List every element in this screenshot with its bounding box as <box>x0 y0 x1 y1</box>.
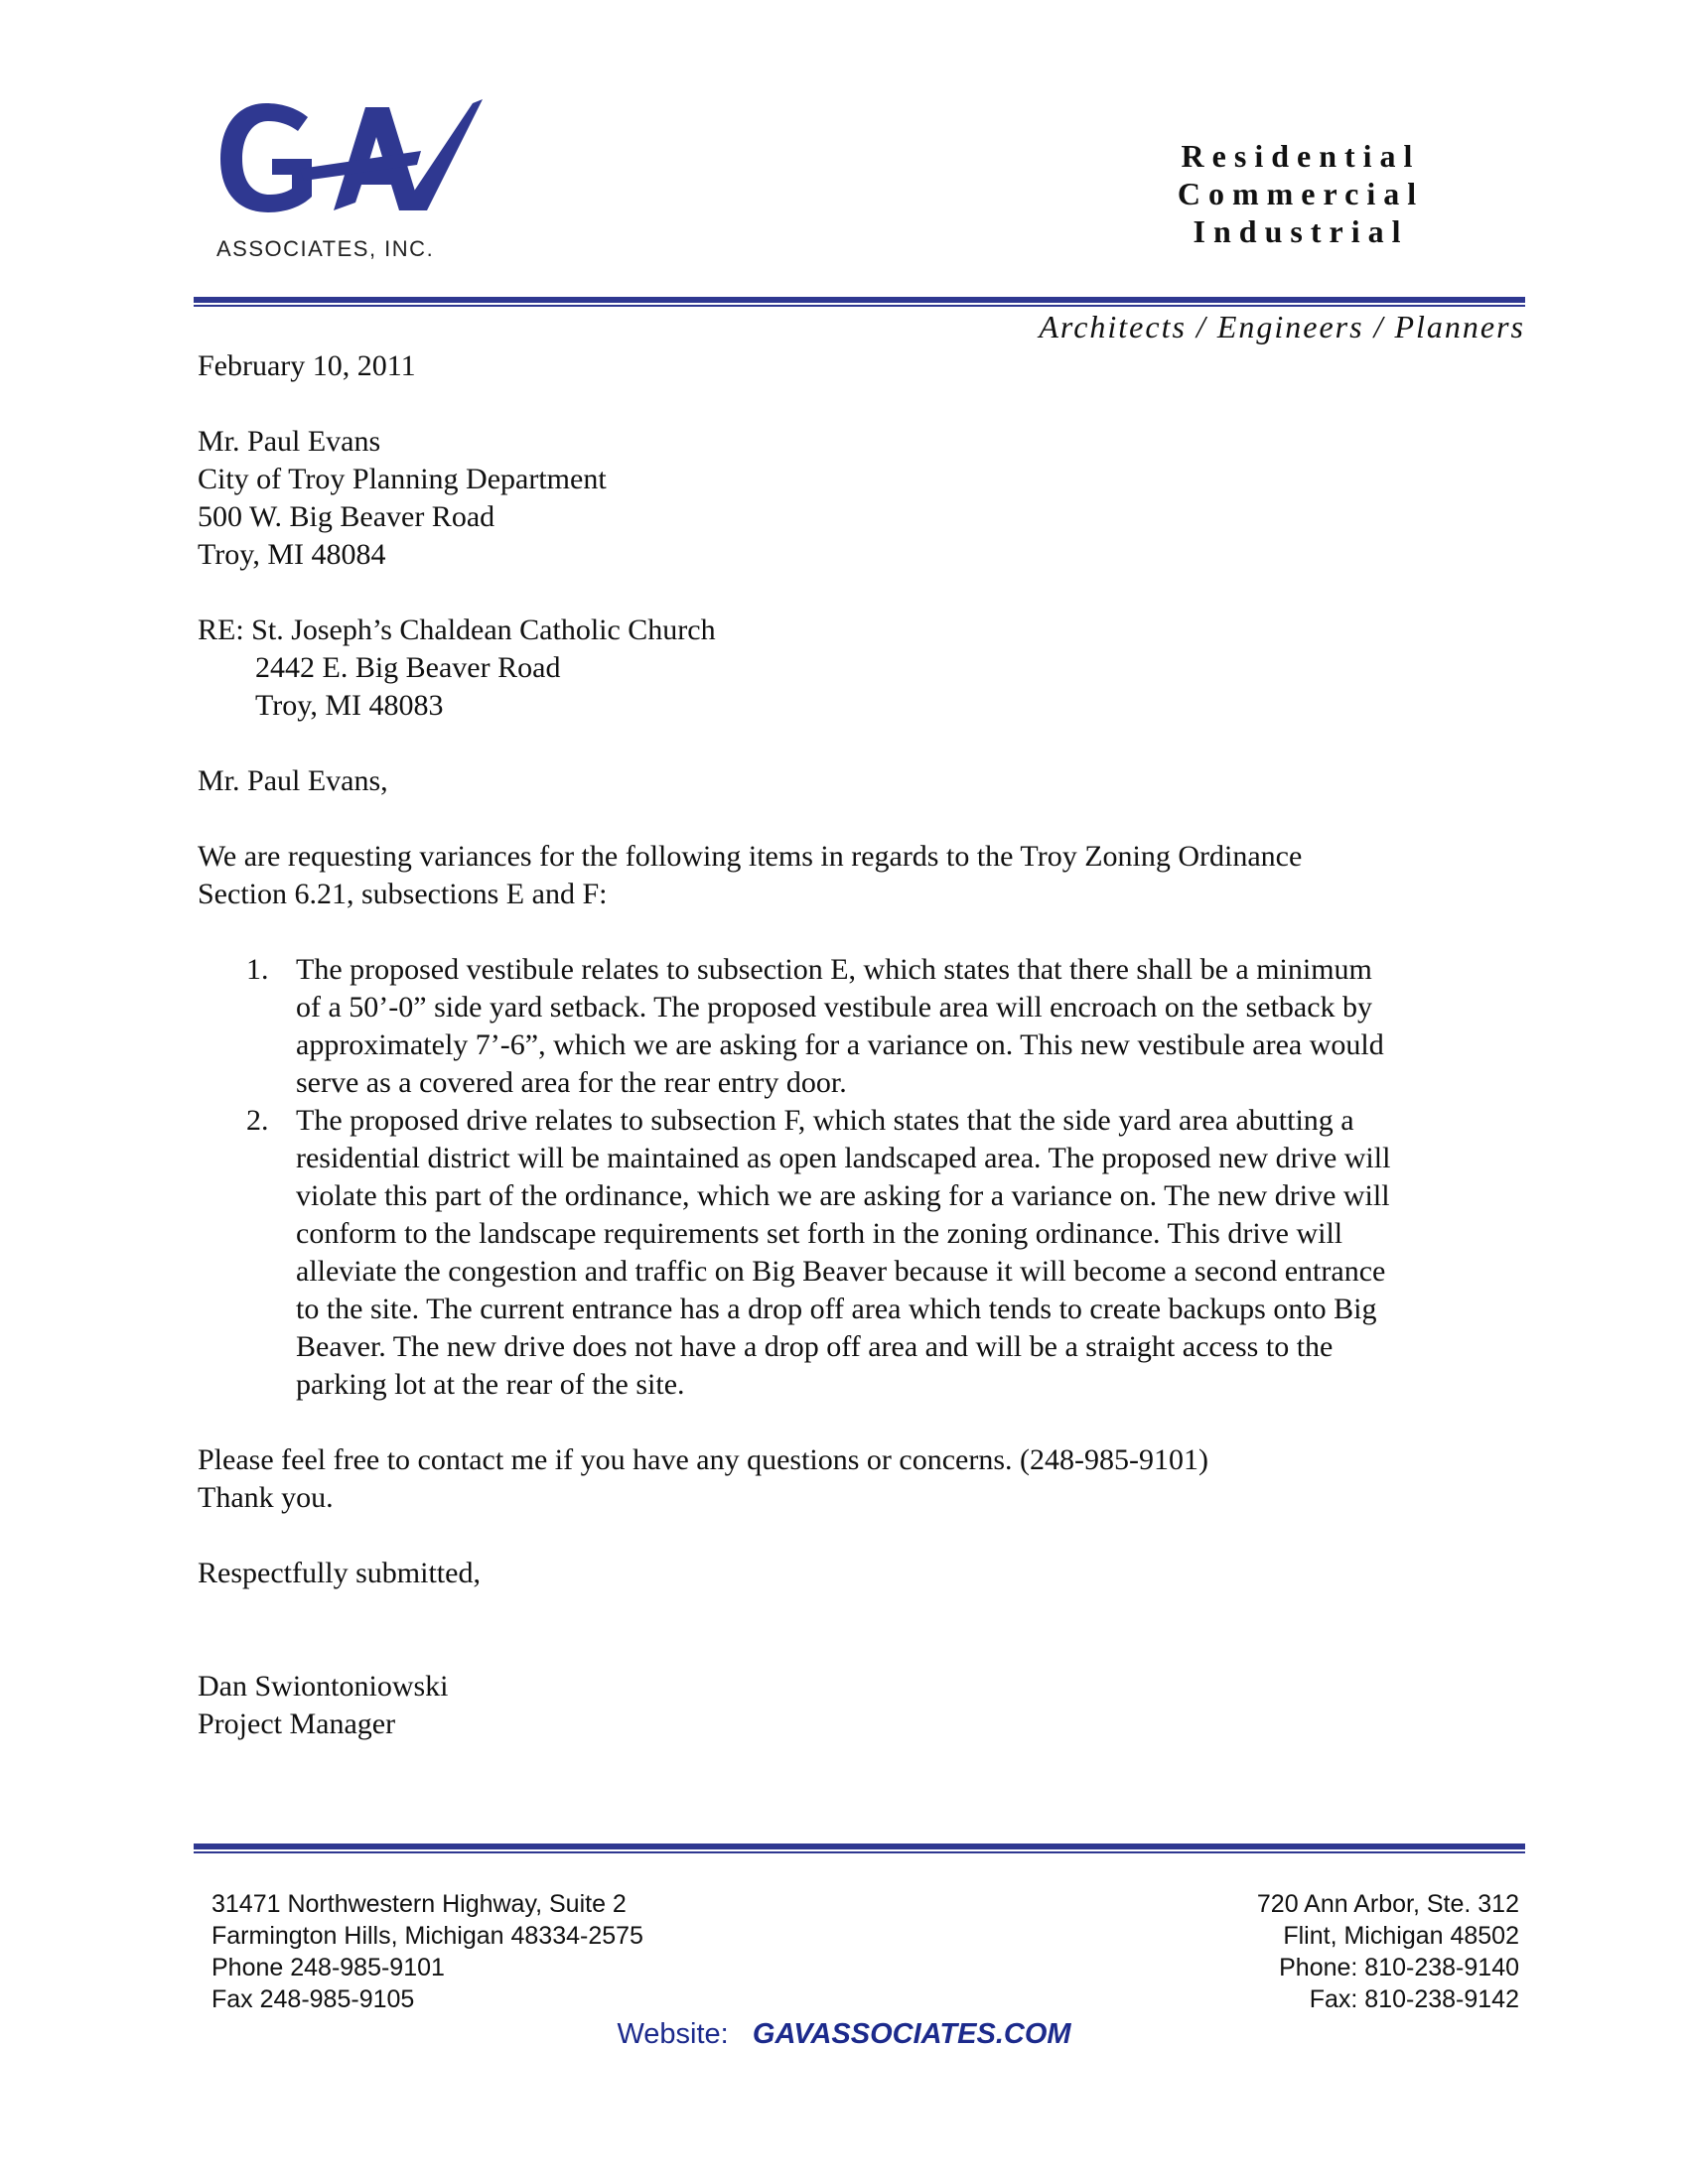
list-item-line: Beaver. The new drive does not have a drop off area and will be a straight access to the <box>296 1330 1334 1363</box>
footer-address-farmington <box>211 1888 643 2015</box>
footer-phone: Phone 248-985-9101 <box>211 1954 445 1981</box>
re-subject: RE: St. Joseph’s Chaldean Catholic Church <box>198 614 716 646</box>
company-logo <box>216 99 485 268</box>
services-list <box>1072 137 1529 250</box>
recipient-name: Mr. Paul Evans <box>198 425 381 458</box>
footer-website <box>0 2018 1688 2051</box>
signer-title: Project Manager <box>198 1707 396 1740</box>
recipient-city: Troy, MI 48084 <box>198 538 386 571</box>
footer-line: 720 Ann Arbor, Ste. 312 <box>1256 1890 1519 1918</box>
list-item-line: alleviate the congestion and traffic on Big Beaver because it will become a second entrance <box>296 1255 1386 1288</box>
footer-fax: Fax 248-985-9105 <box>211 1985 415 2013</box>
list-item-line: parking lot at the rear of the site. <box>296 1368 685 1401</box>
intro-line: We are requesting variances for the following items in regards to the Troy Zoning Ordinance <box>198 840 1303 873</box>
list-item-line: approximately 7’-6”, which we are asking for a variance on. This new vestibule area would <box>296 1028 1384 1061</box>
re-city: Troy, MI 48083 <box>255 689 444 722</box>
footer-fax: Fax: 810-238-9142 <box>1309 1985 1519 2013</box>
list-item-number: 1. <box>246 953 269 986</box>
list-item-line: residential district will be maintained as open landscaped area. The proposed new drive will <box>296 1142 1391 1174</box>
website-label: Website: <box>617 2018 745 2050</box>
list-item-line: violate this part of the ordinance, which we are asking for a variance on. The new drive will <box>296 1179 1390 1212</box>
list-item-number: 2. <box>246 1104 269 1137</box>
service-commercial: Commercial <box>1177 176 1425 211</box>
footer-address-flint <box>1257 1888 1519 2015</box>
list-item-line: to the site. The current entrance has a drop off area which tends to create backups onto Big <box>296 1293 1377 1325</box>
logo-subtitle: ASSOCIATES, INC. <box>216 236 435 261</box>
footer-line: Flint, Michigan 48502 <box>1283 1922 1519 1950</box>
list-item-line: The proposed vestibule relates to subsection E, which states that there shall be a minimum <box>296 953 1372 986</box>
signer-name: Dan Swiontoniowski <box>198 1670 449 1703</box>
footer-line: 31471 Northwestern Highway, Suite 2 <box>211 1890 627 1918</box>
re-street: 2442 E. Big Beaver Road <box>255 651 561 684</box>
list-item-line: serve as a covered area for the rear entry door. <box>296 1066 847 1099</box>
letter-date: February 10, 2011 <box>198 349 416 382</box>
list-item-line: The proposed drive relates to subsection F, which states that the side yard area abutting a <box>296 1104 1354 1137</box>
footer-phone: Phone: 810-238-9140 <box>1279 1954 1519 1981</box>
service-industrial: Industrial <box>1193 213 1409 249</box>
service-residential: Residential <box>1181 138 1421 174</box>
list-item-line: of a 50’-0” side yard setback. The proposed vestibule area will encroach on the setback by <box>296 991 1373 1024</box>
salutation: Mr. Paul Evans, <box>198 764 388 797</box>
footer-line: Farmington Hills, Michigan 48334-2575 <box>211 1922 643 1950</box>
recipient-organization: City of Troy Planning Department <box>198 463 607 495</box>
sign-off: Respectfully submitted, <box>198 1557 481 1589</box>
intro-line: Section 6.21, subsections E and F: <box>198 878 608 910</box>
header-divider <box>194 297 1525 307</box>
professions-tagline: Architects / Engineers / Planners <box>1039 309 1525 344</box>
gav-logo-mark <box>216 99 485 228</box>
closing-line: Please feel free to contact me if you have any questions or concerns. (248-985-9101) <box>198 1443 1208 1476</box>
website-link[interactable]: GAVASSOCIATES.COM <box>752 2018 1071 2050</box>
recipient-street: 500 W. Big Beaver Road <box>198 500 495 533</box>
list-item-line: conform to the landscape requirements set forth in the zoning ordinance. This drive will <box>296 1217 1343 1250</box>
closing-line: Thank you. <box>198 1481 334 1514</box>
footer-divider <box>194 1843 1525 1853</box>
